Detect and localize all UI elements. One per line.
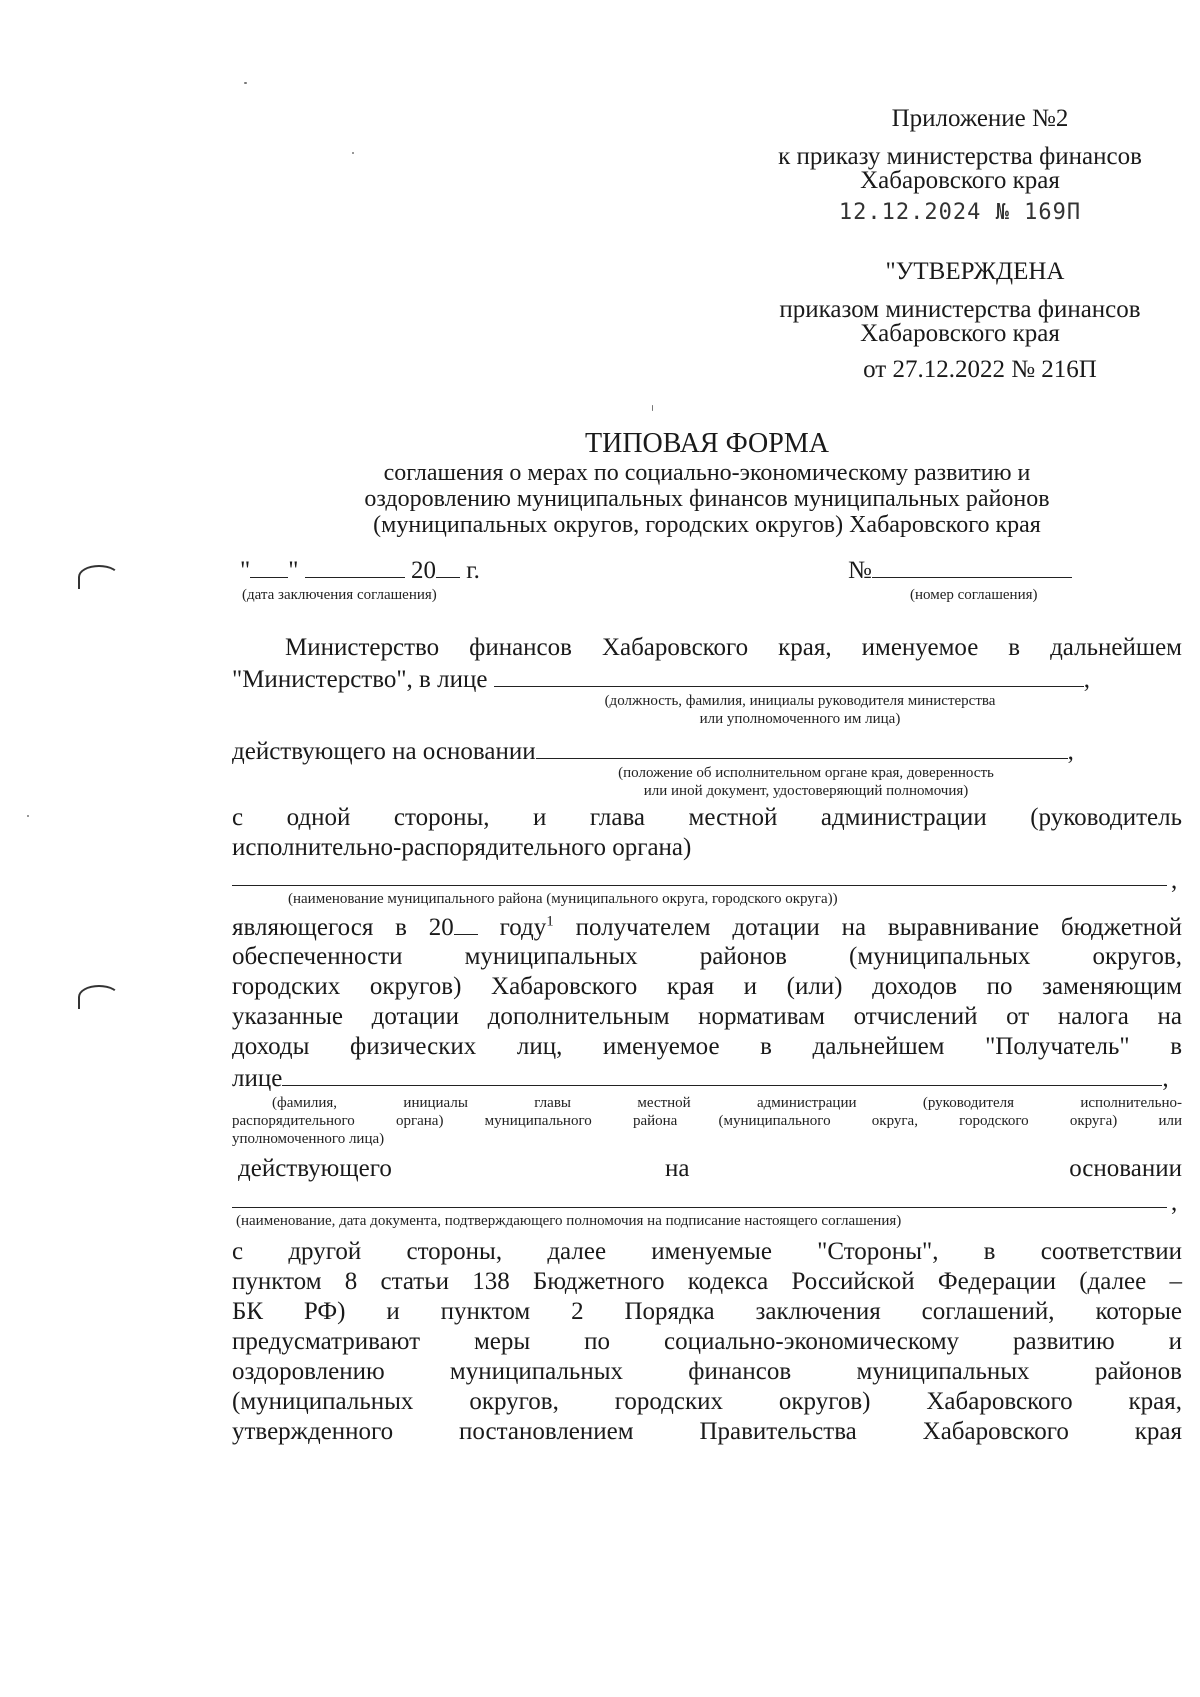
body-text-line: обеспеченности муниципальных районов (муниципальных округов, [232, 943, 1182, 970]
form-subtitle-line: соглашения о мерах по социально-экономическому развитию и [383, 460, 1031, 486]
appendix-order: к приказу министерства финансов [778, 143, 1142, 170]
approved-block [740, 258, 1180, 384]
ministry-basis-caption: (положение об исполнительном органе края, доверенность или иной документ, удостоверяющий полномочия) [618, 765, 994, 799]
form-title-block [232, 428, 1182, 538]
ministry-representative-line: "Министерство", в лице , [232, 666, 1090, 693]
body-text-line: с другой стороны, далее именуемые "Стороны", в соответствии [232, 1238, 1182, 1265]
recipient-head-field[interactable] [282, 1063, 1162, 1086]
body-text-line: исполнительно-распорядительного органа) [232, 834, 692, 861]
year-field[interactable] [454, 912, 478, 935]
body-text-line: пунктом 8 статьи 138 Бюджетного кодекса Российской Федерации (далее – [232, 1268, 1182, 1295]
date-field[interactable]: " " 20 г. [240, 557, 480, 584]
recipient-acting-line: действующего на основании [238, 1155, 1182, 1182]
body-text-line: (муниципальных округов, городских округов) Хабаровского края, [232, 1388, 1182, 1415]
agreement-number-field[interactable]: № [848, 555, 1072, 586]
recipient-basis-comma: , [1171, 1189, 1178, 1216]
scan-dot [244, 82, 247, 84]
body-text-line: городских округов) Хабаровского края и (или) доходов по заменяющим [232, 973, 1182, 1000]
scan-dot [27, 815, 29, 817]
scan-mark-top [78, 565, 120, 589]
date-row [240, 555, 1120, 586]
appendix-title: Приложение №2 [891, 105, 1069, 132]
form-title: ТИПОВАЯ ФОРМА [585, 428, 829, 459]
appendix-handwritten-date: 12.12.2024 № 169П [838, 200, 1082, 225]
appendix-block [740, 105, 1180, 227]
district-name-field[interactable] [232, 885, 1167, 886]
scan-dot [352, 152, 354, 154]
recipient-head-caption: (фамилия, инициалы главы местной администрации (руководителя исполнительно- распорядительного органа) муниципального района (муниципального округа, городского округа) или уполномоченного лица) [232, 1095, 1182, 1147]
body-text-line: являющегося в 20 году$^1$ получателем дотации на выравнивание бюджетной [232, 913, 1183, 941]
recipient-basis-caption: (наименование, дата документа, подтверждающего полномочия на подписание настоящего соглашения) [236, 1213, 902, 1229]
body-text-line: БК РФ) и пунктом 2 Порядка заключения соглашений, которые [232, 1298, 1182, 1325]
number-caption: (номер соглашения) [910, 587, 1038, 603]
date-caption: (дата заключения соглашения) [242, 587, 437, 603]
body-text-line: с одной стороны, и глава местной администрации (руководитель [232, 804, 1182, 831]
recipient-basis-field[interactable] [232, 1207, 1167, 1208]
acting-basis-line: действующего на основании , [232, 738, 1074, 765]
scan-dot [652, 405, 653, 411]
ministry-head-caption: (должность, фамилия, инициалы руководителя министерства или уполномоченного им лица) [604, 693, 996, 727]
district-name-caption: (наименование муниципального района (муниципального округа, городского округа)) [288, 891, 838, 907]
approved-date: от 27.12.2022 № 216П [863, 356, 1097, 383]
ministry-basis-field[interactable] [536, 736, 1068, 759]
approved-title: "УТВЕРЖДЕНА [885, 258, 1065, 285]
district-comma: , [1171, 867, 1178, 894]
recipient-representative-line: лице , [232, 1065, 1169, 1092]
scan-mark-bottom [78, 985, 120, 1009]
footnote-marker: 1 [546, 913, 554, 930]
form-subtitle-line: (муниципальных округов, городских округов) Хабаровского края [373, 512, 1041, 538]
body-text-line: доходы физических лиц, именуемое в дальнейшем "Получатель" в [232, 1033, 1182, 1060]
body-text-line: оздоровлению муниципальных финансов муниципальных районов [232, 1358, 1182, 1385]
appendix-region: Хабаровского края [860, 167, 1060, 194]
approved-region: Хабаровского края [860, 320, 1060, 347]
body-text-line: утвержденного постановлением Правительства Хабаровского края [232, 1418, 1182, 1445]
form-subtitle-line: оздоровлению муниципальных финансов муниципальных районов [364, 486, 1050, 512]
body-text-line: Министерство финансов Хабаровского края, именуемое в дальнейшем [285, 634, 1182, 661]
ministry-head-field[interactable] [494, 664, 1084, 687]
body-text-line: предусматривают меры по социально-экономическому развитию и [232, 1328, 1182, 1355]
approved-order: приказом министерства финансов [779, 296, 1141, 323]
body-text-line: указанные дотации дополнительным нормативам отчислений от налога на [232, 1003, 1182, 1030]
